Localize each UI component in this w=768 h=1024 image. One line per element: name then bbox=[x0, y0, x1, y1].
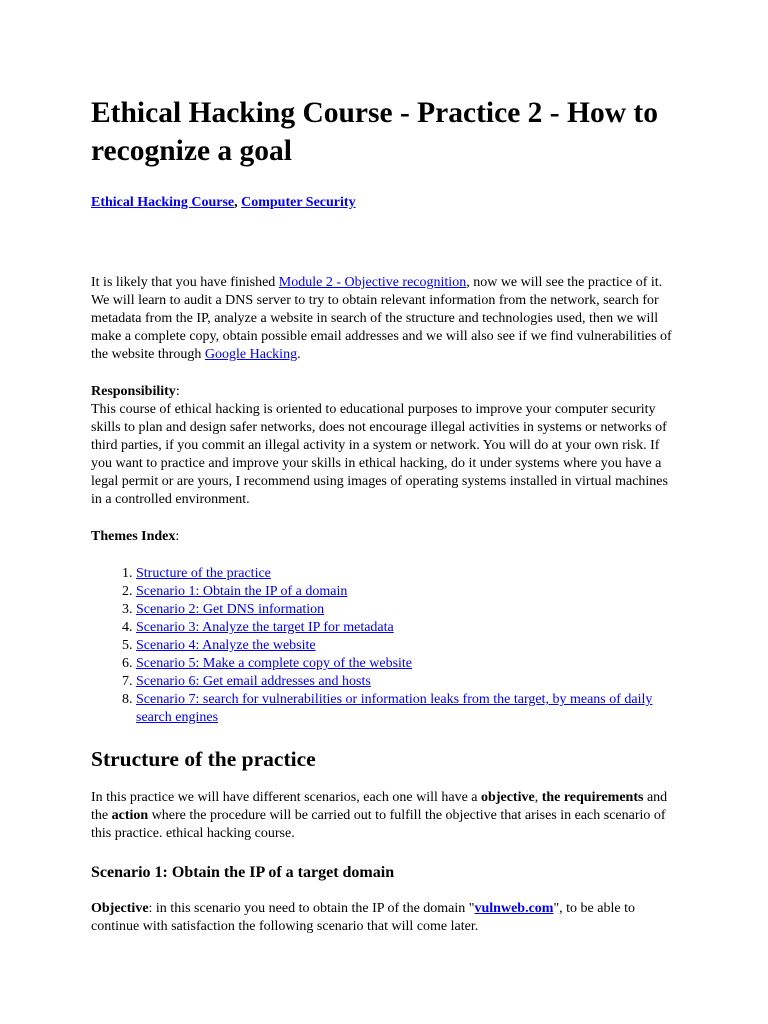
list-item bbox=[136, 601, 677, 619]
structure-heading: Structure of the practice bbox=[91, 747, 316, 771]
intro-text-1: It is likely that you have finished bbox=[91, 275, 279, 290]
theme-link-structure[interactable]: Structure of the practice bbox=[136, 566, 271, 581]
intro-paragraph bbox=[91, 274, 677, 364]
responsibility-label: Responsibility bbox=[91, 384, 176, 399]
list-item bbox=[136, 655, 677, 673]
page-title: Ethical Hacking Course - Practice 2 - How to recognize a goal bbox=[91, 97, 658, 167]
themes-index-list bbox=[91, 565, 677, 727]
theme-link-scenario-4[interactable]: Scenario 4: Analyze the website bbox=[136, 638, 316, 653]
category-link-ethical-hacking[interactable]: Ethical Hacking Course bbox=[91, 195, 235, 210]
responsibility-paragraph bbox=[91, 383, 677, 509]
list-item bbox=[136, 673, 677, 691]
structure-bold-objective: objective bbox=[481, 790, 535, 805]
structure-text-1: In this practice we will have different scenarios, each one will have a bbox=[91, 790, 482, 805]
structure-text-4: where the procedure will be carried out to fulfill the objective that arises in each scenario of this practice. ethical hacking course. bbox=[91, 808, 666, 841]
theme-link-scenario-6[interactable]: Scenario 6: Get email addresses and hosts bbox=[136, 674, 371, 689]
google-hacking-link[interactable]: Google Hacking bbox=[204, 347, 298, 362]
theme-link-scenario-5[interactable]: Scenario 5: Make a complete copy of the website bbox=[136, 656, 413, 671]
theme-link-scenario-2[interactable]: Scenario 2: Get DNS information bbox=[136, 602, 325, 617]
module-2-link[interactable]: Module 2 - Objective recognition bbox=[278, 275, 467, 290]
structure-bold-action: action bbox=[111, 808, 149, 823]
theme-link-scenario-7[interactable]: Scenario 7: search for vulnerabilities or information leaks from the target, by means of daily search engines bbox=[136, 692, 653, 725]
category-link-computer-security[interactable]: Computer Security bbox=[241, 195, 356, 210]
objective-text-1: : in this scenario you need to obtain the IP of the domain " bbox=[148, 901, 475, 916]
objective-label: Objective bbox=[91, 901, 149, 916]
structure-text-2: , bbox=[534, 790, 542, 805]
responsibility-colon: : bbox=[175, 384, 180, 399]
vulnweb-link[interactable] bbox=[475, 901, 554, 916]
list-item bbox=[136, 565, 677, 583]
objective-text-2: ", to be able to continue with satisfaction the following scenario that will come later. bbox=[91, 901, 635, 934]
themes-index-colon: : bbox=[175, 529, 180, 544]
themes-index-heading bbox=[91, 528, 677, 546]
category-separator: , bbox=[234, 195, 242, 210]
theme-link-scenario-3[interactable]: Scenario 3: Analyze the target IP for metadata bbox=[136, 620, 394, 635]
intro-text-3: . bbox=[297, 347, 301, 362]
themes-index-label: Themes Index bbox=[91, 529, 176, 544]
theme-link-scenario-1[interactable]: Scenario 1: Obtain the IP of a domain bbox=[136, 584, 348, 599]
intro-text-2: , now we will see the practice of it. We will learn to audit a DNS server to try to obtain relevant information from the network, search for metadata from the IP, analyze a website in search of the structure and technologies used, then we will make a complete copy, obtain possible email addresses and we will also see if we find vulnerabilities of the website through bbox=[91, 275, 672, 362]
responsibility-text: This course of ethical hacking is oriented to educational purposes to improve your computer security skills to plan and design safer networks, does not encourage illegal activities in systems or networks of third parties, if you commit an illegal activity in a system or network. You will do at your own risk. If you want to practice and improve your skills in ethical hacking, do it under systems where you have a legal permit or are yours, I recommend using images of operating systems installed in virtual machines in a controlled environment. bbox=[91, 402, 668, 507]
list-item bbox=[136, 583, 677, 601]
structure-bold-requirements: the requirements bbox=[541, 790, 644, 805]
list-item bbox=[136, 691, 677, 727]
list-item bbox=[136, 619, 677, 637]
scenario-1-objective-paragraph bbox=[91, 900, 677, 936]
category-links bbox=[91, 194, 677, 212]
structure-paragraph bbox=[91, 789, 677, 843]
structure-text-3: and the bbox=[91, 790, 668, 823]
list-item bbox=[136, 637, 677, 655]
scenario-1-heading: Scenario 1: Obtain the IP of a target domain bbox=[91, 864, 395, 881]
vulnweb-link-text: vulnweb.com bbox=[474, 901, 554, 916]
